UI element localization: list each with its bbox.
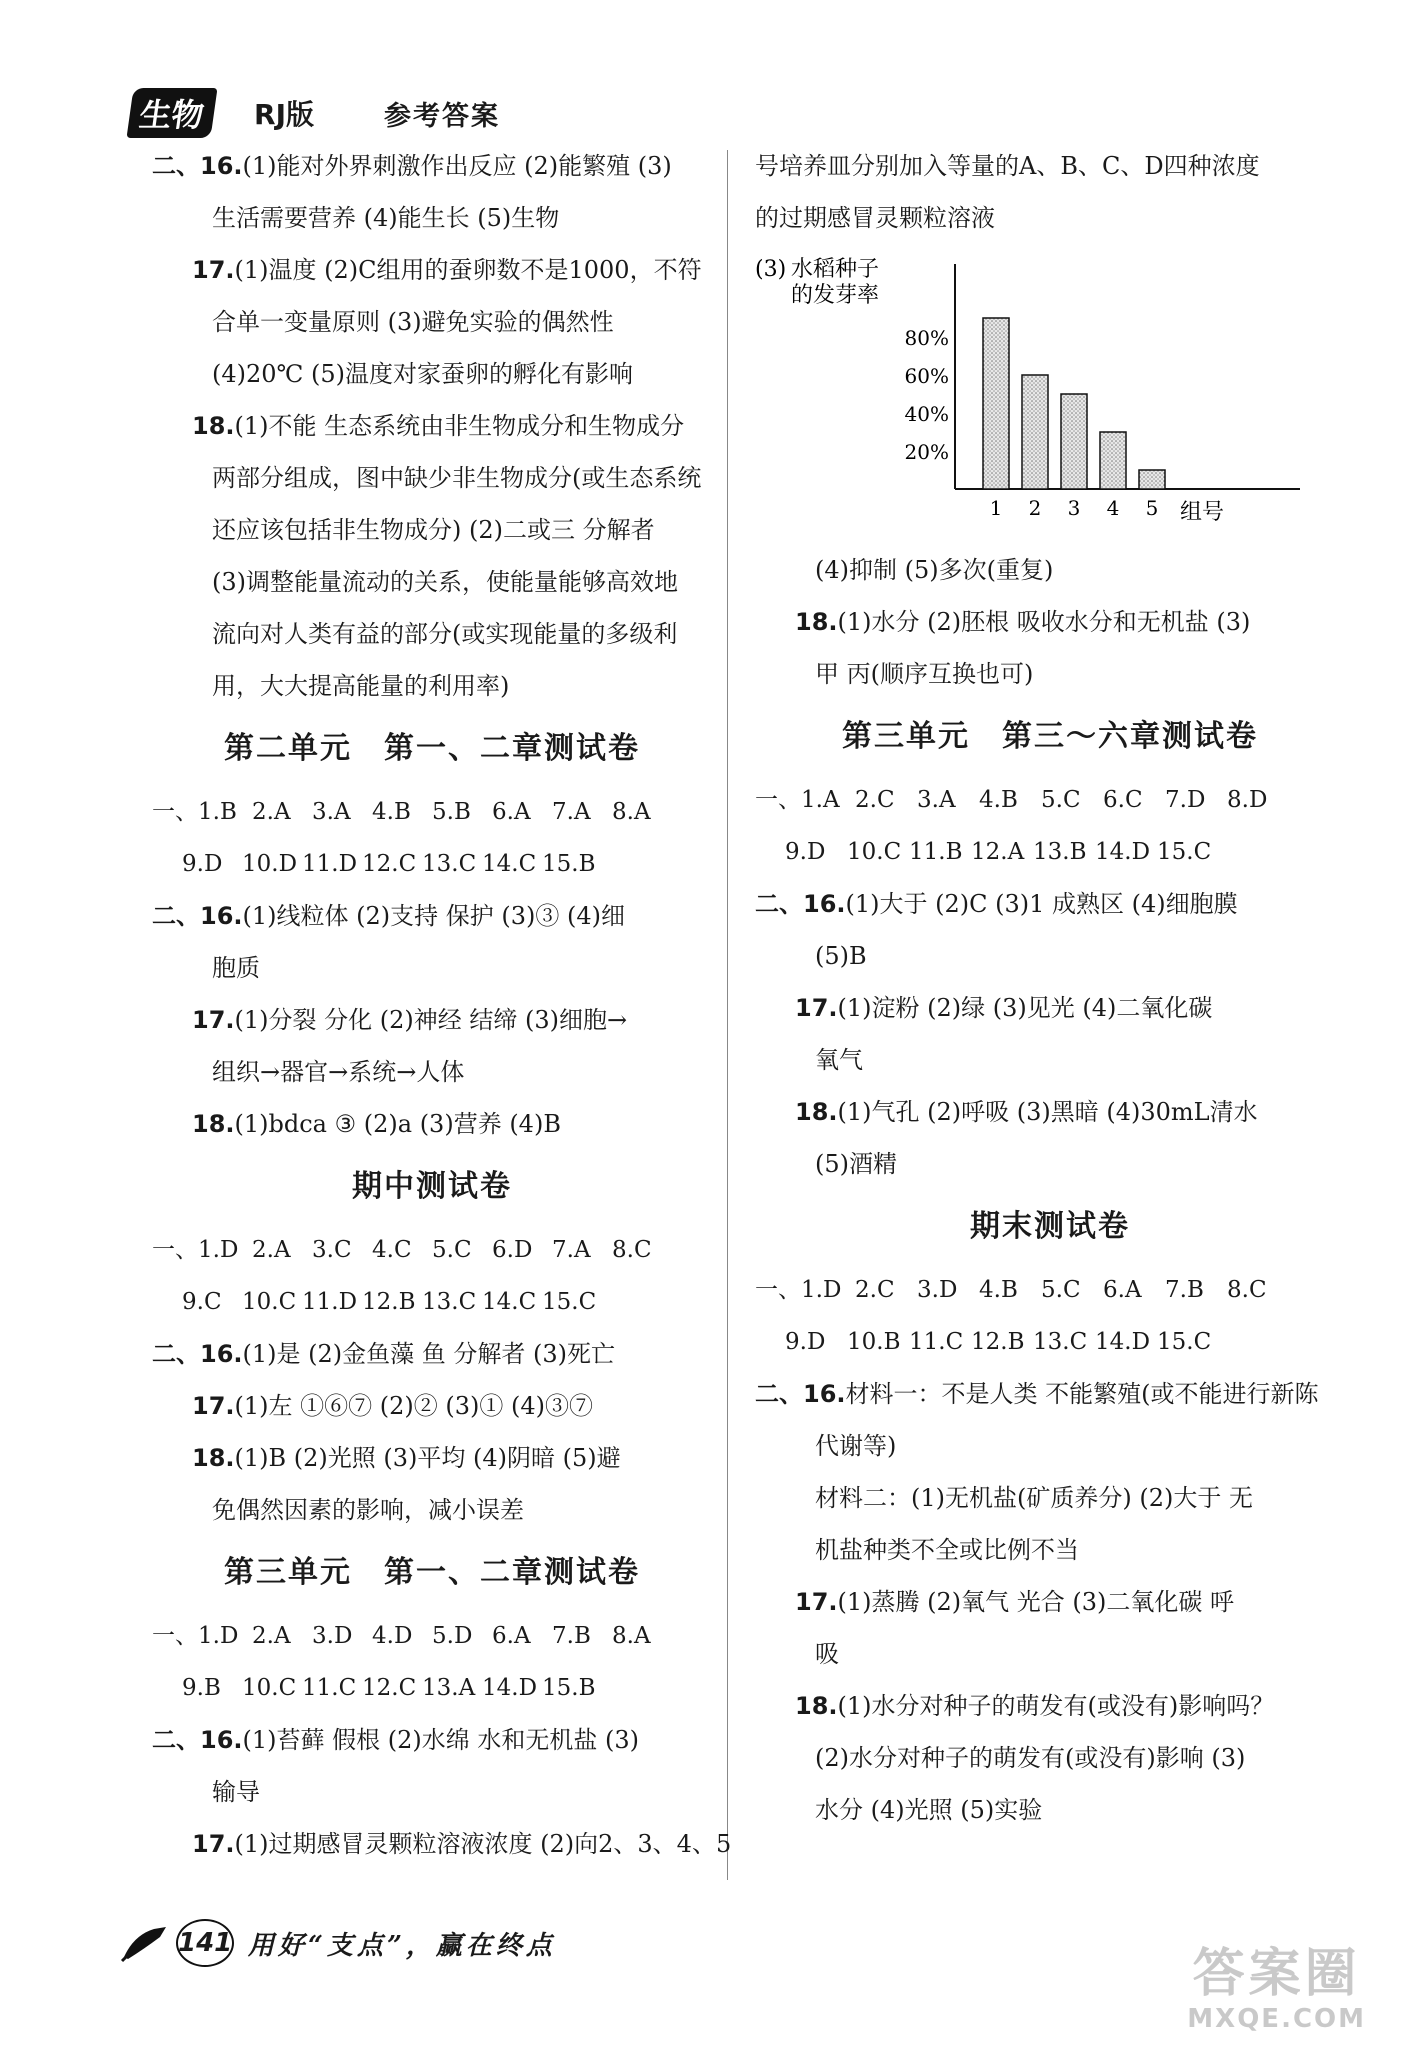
answer-text: (5)B	[815, 942, 867, 970]
answer-line	[152, 504, 712, 556]
section-title: 第三单元 第三～六章测试卷	[842, 719, 1258, 754]
answer-line	[152, 660, 712, 712]
answer-text: (4)20℃ (5)温度对家蚕卵的孵化有影响	[212, 360, 634, 388]
answer-line	[152, 1432, 712, 1484]
answer-line	[152, 1328, 712, 1380]
mc-row	[152, 1610, 712, 1662]
section-title: 期末测试卷	[970, 1209, 1130, 1244]
question-number: 二、16.	[152, 902, 243, 930]
answer-text: 流向对人类有益的部分(或实现能量的多级利	[212, 620, 678, 648]
answer-text: (4)抑制 (5)多次(重复)	[815, 556, 1054, 584]
answer-line	[755, 1680, 1345, 1732]
answer-line	[755, 1034, 1345, 1086]
mc-answer: 12.C	[362, 1675, 417, 1701]
mc-answer: 3.D	[917, 1277, 958, 1303]
answer-line	[755, 1420, 1345, 1472]
answer-text: (2)水分对种子的萌发有(或没有)影响 (3)	[815, 1744, 1246, 1772]
answer-line	[755, 878, 1345, 930]
answer-text: (1)蒸腾 (2)氧气 光合 (3)二氧化碳 呼	[837, 1588, 1235, 1616]
mc-answer: 15.B	[542, 851, 596, 877]
answer-line	[755, 1576, 1345, 1628]
section-answers	[152, 890, 712, 1150]
mc-answer: 6.A	[1103, 1277, 1142, 1303]
answer-line	[152, 400, 712, 452]
mc-answer: 15.C	[1157, 839, 1212, 865]
page-footer	[120, 1915, 556, 1971]
mc-answer: 5.C	[1041, 1277, 1081, 1303]
mc-answer: 一、1.A	[755, 787, 840, 813]
question-number: 17.	[192, 1392, 235, 1420]
answer-text: (1)气孔 (2)呼吸 (3)黑暗 (4)30mL清水	[837, 1098, 1258, 1126]
answer-text: 甲 丙(顺序互换也可)	[815, 660, 1034, 688]
mc-answer: 15.B	[542, 1675, 596, 1701]
header-title: 参考答案	[384, 100, 500, 132]
section-title: 期中测试卷	[352, 1169, 512, 1204]
answer-text: (1)是 (2)金鱼藻 鱼 分解者 (3)死亡	[242, 1340, 616, 1368]
section-answers	[152, 1328, 712, 1536]
answer-line	[152, 244, 712, 296]
mc-answer: 4.D	[372, 1623, 413, 1649]
answer-line	[152, 140, 712, 192]
answer-line	[755, 982, 1345, 1034]
mc-answer: 15.C	[1157, 1329, 1212, 1355]
section-answers	[755, 878, 1345, 1190]
answer-text: 材料一：不是人类 不能繁殖(或不能进行新陈	[845, 1380, 1319, 1408]
question-number: 二、16.	[755, 890, 846, 918]
mc-answer: 8.C	[1227, 1277, 1267, 1303]
mc-answer: 11.D	[302, 1289, 358, 1315]
mc-answer: 7.A	[552, 799, 591, 825]
question-number: 18.	[795, 1692, 838, 1720]
column-divider	[727, 150, 728, 1880]
mc-answer: 一、1.B	[152, 799, 237, 825]
mc-answers	[152, 786, 712, 890]
x-tick-label: 4	[1106, 496, 1120, 520]
y-tick-label: 60%	[904, 364, 949, 388]
answer-text: 胞质	[212, 954, 260, 982]
mc-answer: 4.B	[979, 787, 1018, 813]
answer-line	[152, 890, 712, 942]
mc-answer: 9.C	[182, 1289, 222, 1315]
mc-answer: 6.A	[492, 799, 531, 825]
answer-line	[152, 1714, 712, 1766]
mc-row	[755, 774, 1345, 826]
mc-answer: 11.C	[302, 1675, 357, 1701]
bar-chart-svg	[755, 244, 1345, 544]
y-axis-label: 水稻种子	[791, 257, 880, 282]
answer-text: (5)酒精	[815, 1150, 897, 1178]
mc-answer: 2.A	[252, 799, 291, 825]
answer-line	[152, 1098, 712, 1150]
answer-line	[152, 296, 712, 348]
mc-answer: 6.A	[492, 1623, 531, 1649]
bar-group-4	[1100, 432, 1126, 489]
answer-text: (1)分裂 分化 (2)神经 结缔 (3)细胞→	[234, 1006, 628, 1034]
mc-answer: 3.A	[917, 787, 956, 813]
mc-answer: 11.C	[909, 1329, 964, 1355]
x-tick-label: 5	[1145, 496, 1159, 520]
question-number: 17.	[192, 1830, 235, 1858]
mc-answer: 3.A	[312, 799, 351, 825]
bar-group-3	[1061, 394, 1087, 489]
answer-text: (1)左 ①⑥⑦ (2)② (3)① (4)③⑦	[234, 1392, 594, 1420]
bar-group-1	[983, 318, 1009, 489]
question-number: 18.	[795, 608, 838, 636]
answer-line	[755, 1086, 1345, 1138]
mc-answer: 4.C	[372, 1237, 412, 1263]
mc-answer: 9.B	[182, 1675, 221, 1701]
question-number: 二、16.	[755, 1380, 846, 1408]
answer-text: (1)线粒体 (2)支持 保护 (3)③ (4)细	[242, 902, 626, 930]
left-column	[152, 140, 732, 1870]
mc-answer: 8.A	[612, 799, 651, 825]
answer-text: 水分 (4)光照 (5)实验	[815, 1796, 1043, 1824]
site-watermark	[1187, 1944, 1366, 2034]
mc-answer: 12.C	[362, 851, 417, 877]
x-tick-label: 2	[1028, 496, 1042, 520]
section-answers	[152, 1714, 732, 1870]
answer-line	[755, 648, 1345, 700]
mc-row	[755, 1316, 1345, 1368]
mc-answer: 5.B	[432, 799, 471, 825]
answer-line	[152, 942, 712, 994]
answer-line	[152, 556, 712, 608]
watermark-logo-text: 答案圈	[1192, 1944, 1361, 2004]
mc-answer: 2.A	[252, 1237, 291, 1263]
mc-answer: 一、1.D	[152, 1237, 239, 1263]
mc-answer: 2.C	[855, 787, 895, 813]
mc-answer: 12.B	[971, 1329, 1025, 1355]
answer-line	[755, 930, 1345, 982]
answer-line: 号培养皿分别加入等量的A、B、C、D四种浓度	[755, 152, 1260, 180]
answer-line	[152, 1818, 732, 1870]
mc-answer: 13.B	[1033, 839, 1087, 865]
answer-line	[755, 1732, 1345, 1784]
mc-answer: 14.D	[482, 1675, 538, 1701]
answer-text: (1)bdca ③ (2)a (3)营养 (4)B	[234, 1110, 561, 1138]
mc-answer: 10.B	[847, 1329, 901, 1355]
mc-answer: 8.A	[612, 1623, 651, 1649]
answer-line	[152, 1380, 712, 1432]
question-number: 17.	[192, 256, 235, 284]
mc-row	[755, 826, 1345, 878]
edition-label: RJ版	[254, 98, 314, 131]
mc-row	[152, 1224, 712, 1276]
mc-answer: 7.B	[1165, 1277, 1204, 1303]
mc-answer: 14.D	[1095, 1329, 1151, 1355]
question-number: 18.	[192, 412, 235, 440]
mc-answer: 11.B	[909, 839, 963, 865]
answer-text: (1)不能 生态系统由非生物成分和生物成分	[234, 412, 685, 440]
answer-line	[755, 1138, 1345, 1190]
answer-line	[755, 544, 1345, 596]
mc-answer: 9.D	[785, 1329, 826, 1355]
x-tick-label: 3	[1067, 496, 1081, 520]
mc-answer: 14.C	[482, 1289, 537, 1315]
question-number: 18.	[795, 1098, 838, 1126]
mc-answer: 4.B	[979, 1277, 1018, 1303]
answer-text: 生活需要营养 (4)能生长 (5)生物	[212, 204, 560, 232]
mc-answer: 13.C	[422, 851, 477, 877]
answer-text: (1)水分对种子的萌发有(或没有)影响吗？	[837, 1692, 1275, 1720]
mc-answer: 4.B	[372, 799, 411, 825]
mc-answer: 一、1.D	[755, 1277, 842, 1303]
answer-line	[755, 1368, 1345, 1420]
question-number: 二、16.	[152, 152, 243, 180]
pen-icon	[120, 1923, 170, 1963]
mc-answers	[755, 1264, 1345, 1368]
mc-answer: 15.C	[542, 1289, 597, 1315]
question-number: 18.	[192, 1110, 235, 1138]
mc-answer: 10.C	[242, 1675, 297, 1701]
x-axis-label: 组号	[1180, 500, 1225, 525]
mc-row	[152, 1662, 712, 1714]
mc-answer: 14.C	[482, 851, 537, 877]
answer-text: 机盐种类不全或比例不当	[815, 1536, 1079, 1564]
answer-line	[152, 1046, 712, 1098]
mc-answer: 6.C	[1103, 787, 1143, 813]
answer-text: 材料二：(1)无机盐(矿质养分) (2)大于 无	[815, 1484, 1253, 1512]
question-number: 二、16.	[152, 1726, 243, 1754]
answer-text: (1)水分 (2)胚根 吸收水分和无机盐 (3)	[837, 608, 1251, 636]
mc-answer: 10.C	[847, 839, 902, 865]
mc-answer: 5.C	[432, 1237, 472, 1263]
footer-slogan: 用好“支点”，赢在终点	[248, 1930, 556, 1961]
mc-answer: 2.C	[855, 1277, 895, 1303]
mc-answer: 11.D	[302, 851, 358, 877]
mc-answer: 10.C	[242, 1289, 297, 1315]
y-tick-label: 20%	[904, 440, 949, 464]
mc-answer: 7.D	[1165, 787, 1206, 813]
mc-row	[152, 786, 712, 838]
answer-line	[152, 1766, 712, 1818]
answer-text: 用，大大提高能量的利用率)	[212, 672, 510, 700]
answer-line	[152, 192, 712, 244]
mc-answer: 8.C	[612, 1237, 652, 1263]
watermark-url: MXQE.COM	[1187, 2004, 1366, 2034]
question-number: 17.	[192, 1006, 235, 1034]
answer-text: 代谢等)	[815, 1432, 897, 1460]
intro-answers	[152, 140, 712, 712]
mc-answer: 7.B	[552, 1623, 591, 1649]
germination-chart	[755, 244, 1345, 544]
answer-text: 吸	[815, 1640, 839, 1668]
answer-text: (3)调整能量流动的关系，使能量能够高效地	[212, 568, 678, 596]
subject-badge: 生物	[126, 88, 217, 138]
question-number: 二、16.	[152, 1340, 243, 1368]
answer-line	[755, 596, 1345, 648]
chart-prefix: (3)	[755, 257, 787, 282]
answer-text: 免偶然因素的影响，减小误差	[212, 1496, 524, 1524]
mc-answer: 3.C	[312, 1237, 352, 1263]
answer-text: 输导	[212, 1778, 260, 1806]
answer-text: (1)大于 (2)C (3)1 成熟区 (4)细胞膜	[845, 890, 1238, 918]
answer-text: (1)能对外界刺激作出反应 (2)能繁殖 (3)	[242, 152, 672, 180]
answer-text: 合单一变量原则 (3)避免实验的偶然性	[212, 308, 614, 336]
answer-text: (1)过期感冒灵颗粒溶液浓度 (2)向2、3、4、5	[234, 1830, 732, 1858]
answer-text: (1)淀粉 (2)绿 (3)见光 (4)二氧化碳	[837, 994, 1213, 1022]
y-axis-label: 的发芽率	[791, 283, 880, 308]
mc-answer: 9.D	[182, 851, 223, 877]
answer-line	[152, 608, 712, 660]
page-number: 141	[176, 1919, 234, 1967]
mc-answer: 9.D	[785, 839, 826, 865]
mc-answer: 10.D	[242, 851, 298, 877]
y-tick-label: 80%	[904, 326, 949, 350]
y-tick-label: 40%	[904, 402, 949, 426]
mc-answer: 5.D	[432, 1623, 473, 1649]
mc-answer: 5.C	[1041, 787, 1081, 813]
answer-line	[755, 1472, 1345, 1524]
answer-line	[755, 1628, 1345, 1680]
mc-row	[755, 1264, 1345, 1316]
answer-text: (1)温度 (2)C组用的蚕卵数不是1000，不符	[234, 256, 702, 284]
mc-row	[152, 1276, 712, 1328]
mc-answers	[755, 774, 1345, 878]
bar-group-5	[1139, 470, 1165, 489]
answer-text: 还应该包括非生物成分) (2)二或三 分解者	[212, 516, 655, 544]
answer-line	[152, 452, 712, 504]
question-number: 18.	[192, 1444, 235, 1472]
mc-answer: 12.B	[362, 1289, 416, 1315]
answer-line	[755, 1784, 1345, 1836]
answer-line: 的过期感冒灵颗粒溶液	[755, 204, 995, 232]
section-title: 第三单元 第一、二章测试卷	[224, 1555, 640, 1590]
mc-answer: 12.A	[971, 839, 1025, 865]
answer-text: 氧气	[815, 1046, 863, 1074]
mc-answer: 13.C	[422, 1289, 477, 1315]
mc-answer: 8.D	[1227, 787, 1268, 813]
question-number: 17.	[795, 994, 838, 1022]
answer-text: (1)B (2)光照 (3)平均 (4)阴暗 (5)避	[234, 1444, 621, 1472]
right-column	[755, 140, 1345, 1836]
mc-row	[152, 838, 712, 890]
mc-answer: 13.C	[1033, 1329, 1088, 1355]
mc-answer: 3.D	[312, 1623, 353, 1649]
answer-text: (1)苔藓 假根 (2)水绵 水和无机盐 (3)	[242, 1726, 640, 1754]
answer-line	[152, 348, 712, 400]
section-title: 第二单元 第一、二章测试卷	[224, 731, 640, 766]
mc-answers	[152, 1610, 712, 1714]
question-number: 17.	[795, 1588, 838, 1616]
mc-answer: 13.A	[422, 1675, 476, 1701]
section-answers	[755, 1368, 1345, 1836]
answer-text: 两部分组成，图中缺少非生物成分(或生态系统	[212, 464, 702, 492]
answer-text: 组织→器官→系统→人体	[212, 1058, 465, 1086]
x-tick-label: 1	[989, 496, 1003, 520]
mc-answer: 6.D	[492, 1237, 533, 1263]
answer-line	[152, 994, 712, 1046]
page-header	[130, 88, 500, 138]
bar-group-2	[1022, 375, 1048, 489]
answer-line	[755, 1524, 1345, 1576]
mc-answer: 14.D	[1095, 839, 1151, 865]
mc-answers	[152, 1224, 712, 1328]
mc-answer: 7.A	[552, 1237, 591, 1263]
answer-line	[152, 1484, 712, 1536]
mc-answer: 一、1.D	[152, 1623, 239, 1649]
mc-answer: 2.A	[252, 1623, 291, 1649]
section-answers	[755, 544, 1345, 700]
